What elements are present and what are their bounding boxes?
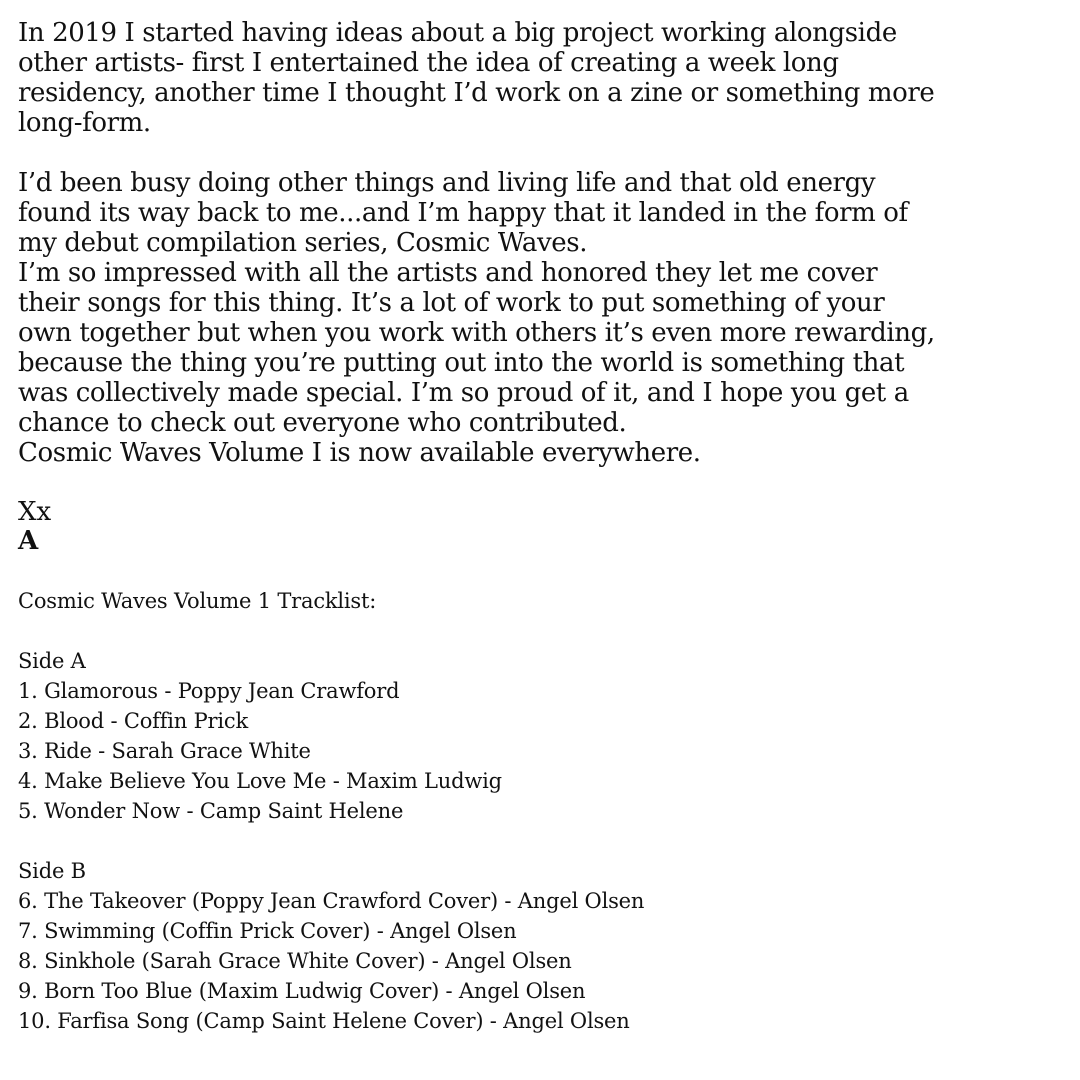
paragraph-line: residency, another time I thought I’d work on a zine or something more: [18, 78, 935, 108]
paragraph-line: was collectively made special. I’m so proud of it, and I hope you get a: [18, 378, 909, 408]
track-row: 9. Born Too Blue (Maxim Ludwig Cover) - Angel Olsen: [18, 979, 586, 1003]
paragraph-line: because the thing you’re putting out into the world is something that: [18, 348, 905, 378]
intro-paragraph-2: [18, 168, 1068, 468]
side-a-list: [18, 646, 1068, 826]
track-row: 6. The Takeover (Poppy Jean Crawford Cover) - Angel Olsen: [18, 889, 645, 913]
track-row: 10. Farfisa Song (Camp Saint Helene Cover) - Angel Olsen: [18, 1009, 630, 1033]
signoff-xx: Xx: [18, 497, 52, 527]
paragraph-line: other artists- first I entertained the idea of creating a week long: [18, 48, 839, 78]
section-spacer: [18, 556, 1068, 586]
track-row: 2. Blood - Coffin Prick: [18, 709, 248, 733]
side-b-label: Side B: [18, 859, 86, 883]
side-a-label: Side A: [18, 649, 86, 673]
signoff-initial: A: [18, 526, 39, 556]
paragraph-spacer: [18, 468, 1068, 498]
section-spacer: [18, 826, 1068, 856]
section-spacer: [18, 616, 1068, 646]
paragraph-line: own together but when you work with others it’s even more rewarding,: [18, 318, 935, 348]
tracklist-heading: Cosmic Waves Volume 1 Tracklist:: [18, 589, 377, 613]
paragraph-line: I’m so impressed with all the artists and honored they let me cover: [18, 258, 878, 288]
paragraph-line: chance to check out everyone who contributed.: [18, 408, 627, 438]
track-row: 7. Swimming (Coffin Prick Cover) - Angel Olsen: [18, 919, 517, 943]
track-row: 1. Glamorous - Poppy Jean Crawford: [18, 679, 400, 703]
paragraph-line: my debut compilation series, Cosmic Waves.: [18, 228, 588, 258]
side-b-list: [18, 856, 1068, 1036]
letter-page: [18, 18, 1068, 1036]
track-row: 8. Sinkhole (Sarah Grace White Cover) - Angel Olsen: [18, 949, 572, 973]
paragraph-line: Cosmic Waves Volume I is now available everywhere.: [18, 438, 701, 468]
paragraph-line: In 2019 I started having ideas about a big project working alongside: [18, 18, 897, 48]
track-row: 4. Make Believe You Love Me - Maxim Ludwig: [18, 769, 502, 793]
paragraph-line: found its way back to me...and I’m happy that it landed in the form of: [18, 198, 908, 228]
track-row: 3. Ride - Sarah Grace White: [18, 739, 311, 763]
track-row: 5. Wonder Now - Camp Saint Helene: [18, 799, 404, 823]
paragraph-line: their songs for this thing. It’s a lot of work to put something of your: [18, 288, 885, 318]
intro-paragraph-1: [18, 18, 1068, 138]
paragraph-line: long-form.: [18, 108, 151, 138]
paragraph-spacer: [18, 138, 1068, 168]
paragraph-line: I’d been busy doing other things and living life and that old energy: [18, 168, 876, 198]
